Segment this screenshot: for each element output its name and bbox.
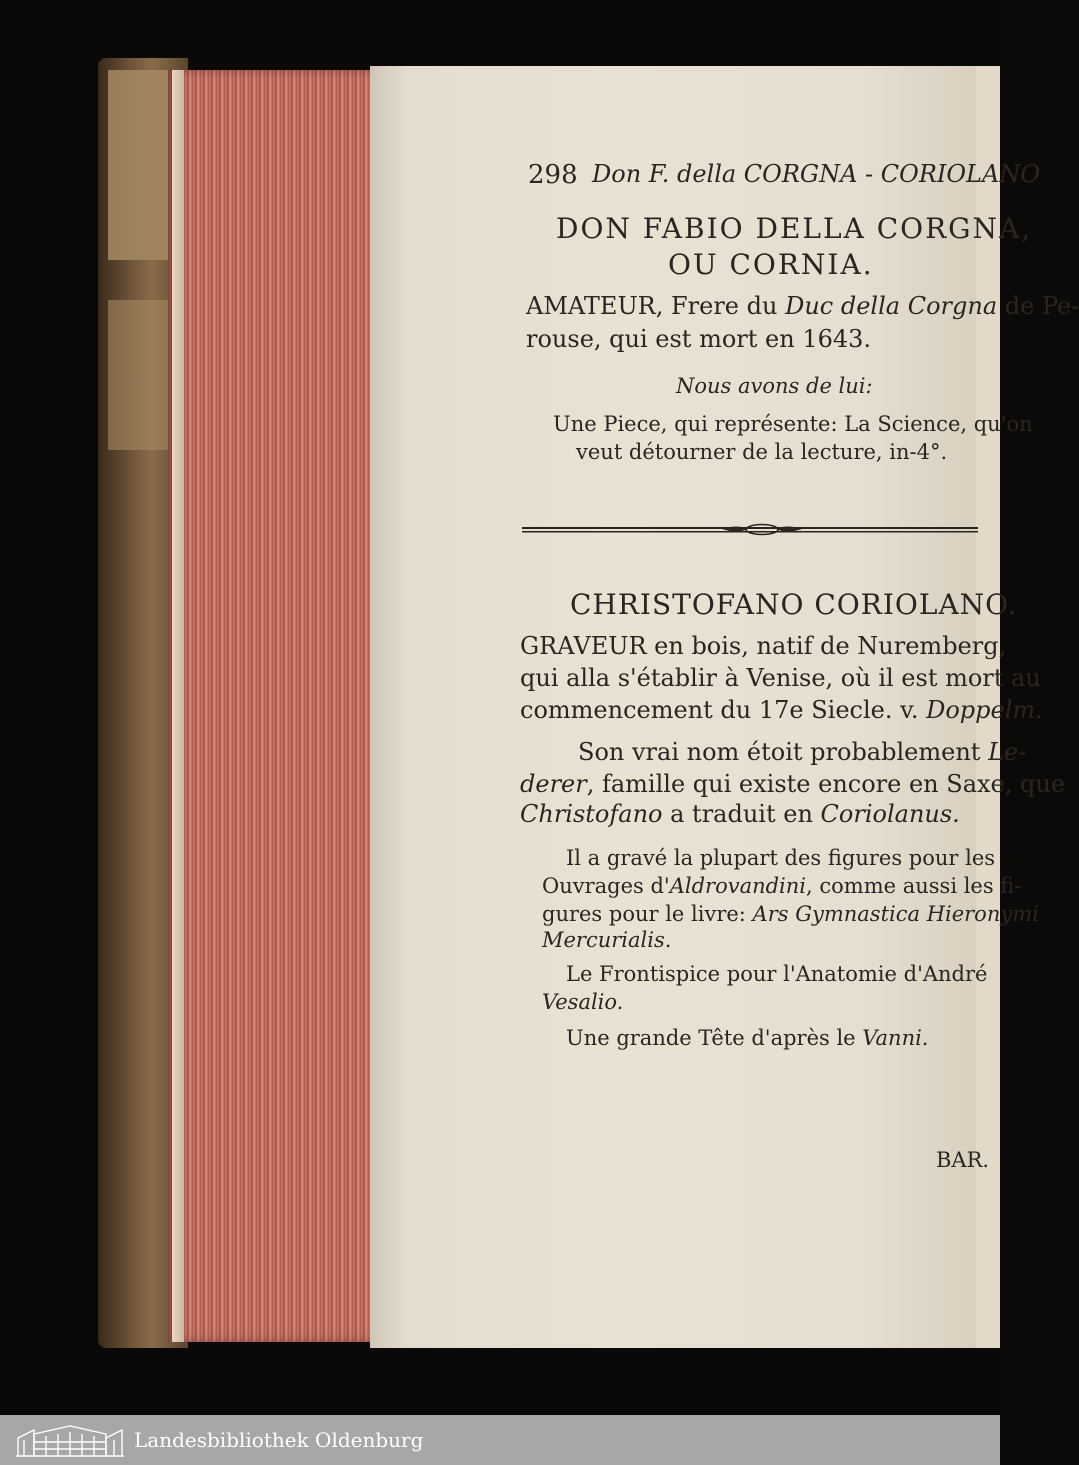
- entry-title-line: DON FABIO DELLA CORGNA,: [556, 212, 1033, 245]
- catchword: BAR.: [936, 1148, 990, 1172]
- entry-text-line: qui alla s'établir à Venise, où il est mort au: [520, 664, 1041, 692]
- library-building-icon: [14, 1424, 126, 1458]
- entry-text-line: derer, famille qui existe encore en Saxe, que: [520, 770, 1066, 798]
- entry-text-line: Ouvrages d'Aldrovandini, comme aussi les fi-: [542, 874, 1022, 898]
- entry-text-line: Son vrai nom étoit probablement Le-: [578, 738, 1027, 766]
- entry-text-line: gures pour le livre: Ars Gymnastica Hieronymi: [542, 902, 1039, 926]
- ornamental-divider: [522, 524, 978, 536]
- entry-text-line: Mercurialis.: [542, 928, 672, 952]
- entry-text-line: AMATEUR, Frere du Duc della Corgna de Pe-: [526, 292, 1079, 320]
- entry-text-line: Il a gravé la plupart des figures pour les: [566, 846, 996, 870]
- entry-text-line: rouse, qui est mort en 1643.: [526, 325, 872, 353]
- entry-title: CHRISTOFANO CORIOLANO.: [570, 588, 1018, 621]
- entry-text-line: Une grande Tête d'après le Vanni.: [566, 1026, 929, 1050]
- entry-text-line: Christofano a traduit en Coriolanus.: [520, 800, 960, 828]
- entry-text-line: Vesalio.: [542, 990, 624, 1014]
- running-head: Don F. della CORGNA - CORIOLANO: [592, 160, 1040, 188]
- page-number: 298: [528, 160, 578, 190]
- page-edge-highlight: [172, 70, 184, 1342]
- entry-title-line: OU CORNIA.: [668, 248, 874, 281]
- work-item-line: veut détourner de la lecture, in-4°.: [576, 440, 948, 464]
- entry-text-line: Le Frontispice pour l'Anatomie d'André: [566, 962, 988, 986]
- page-edges: [168, 70, 373, 1342]
- entry-text-line: commencement du 17e Siecle. v. Doppelm.: [520, 696, 1043, 724]
- entry-text-line: GRAVEUR en bois, natif de Nuremberg,: [520, 632, 1007, 660]
- library-name: Landesbibliothek Oldenburg: [134, 1428, 424, 1452]
- works-heading: Nous avons de lui:: [676, 374, 873, 398]
- work-item-line: Une Piece, qui représente: La Science, qu'on: [553, 412, 1033, 436]
